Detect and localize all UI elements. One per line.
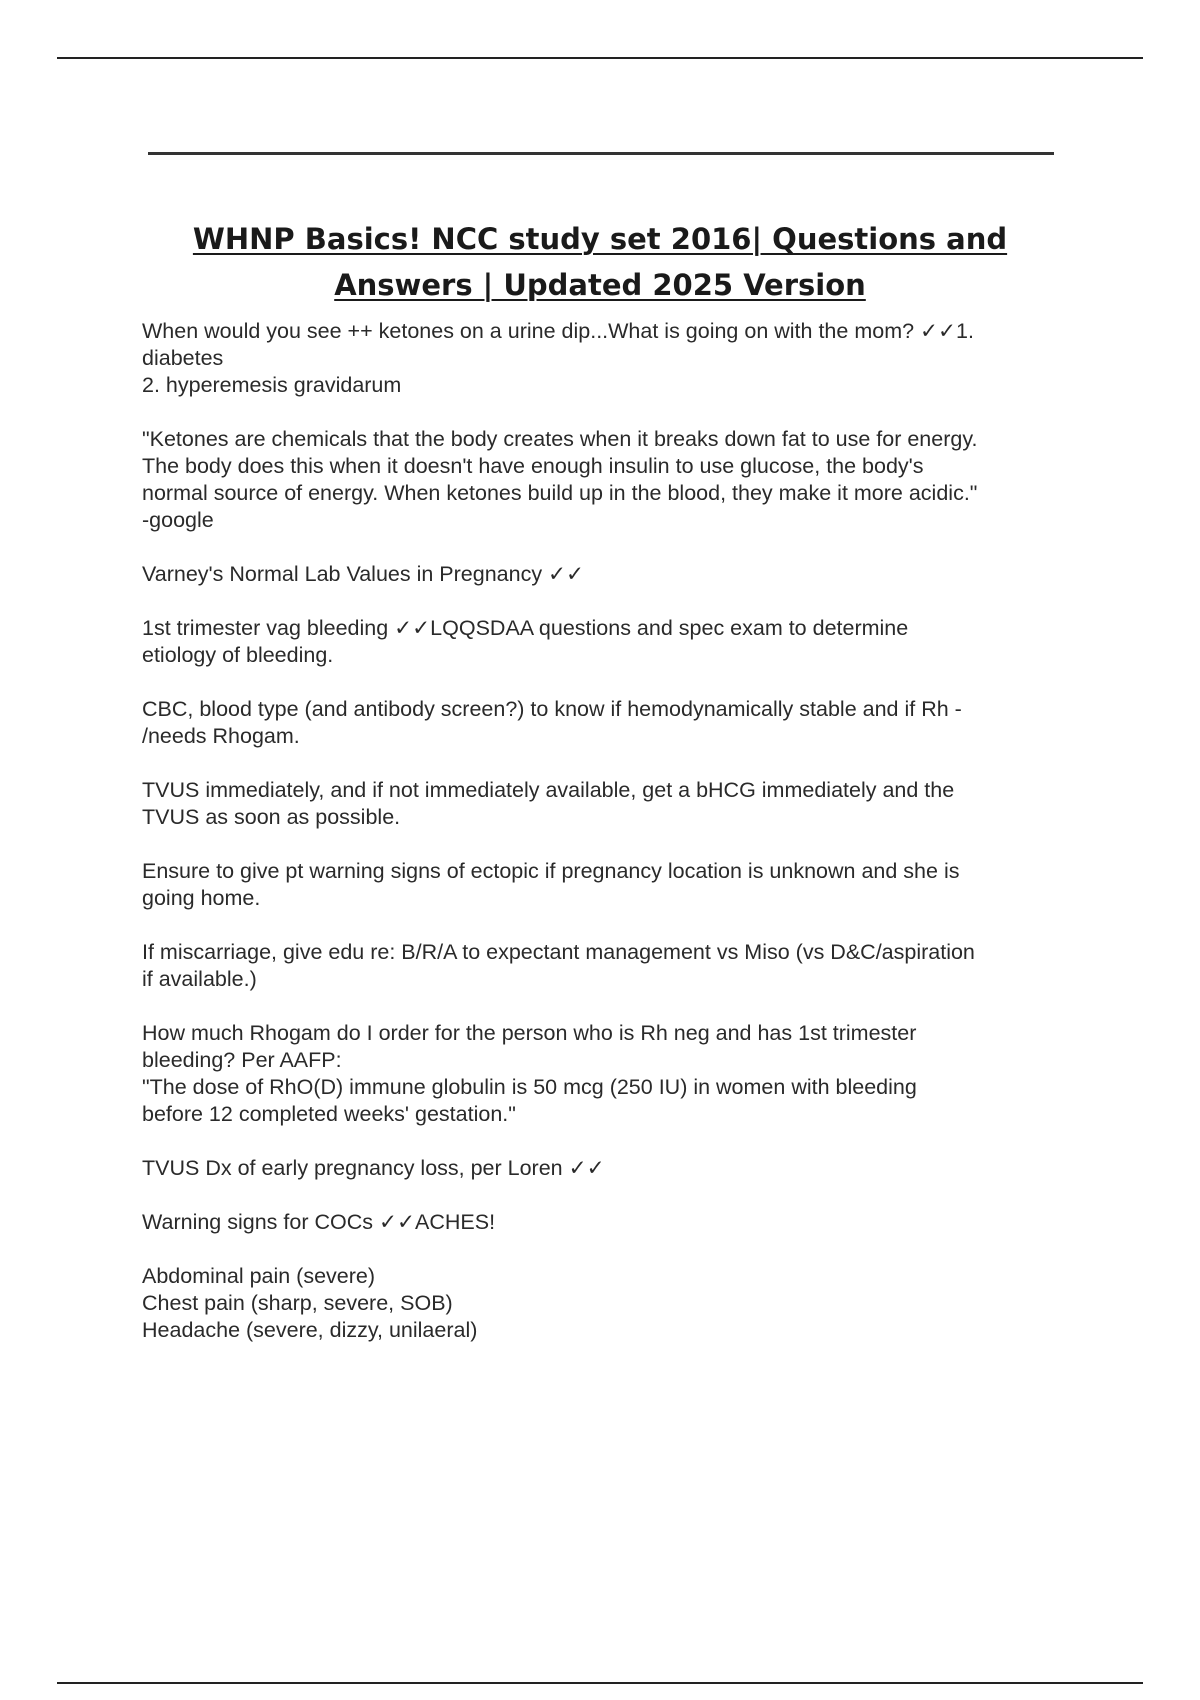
- text-line: TVUS as soon as possible.: [142, 805, 401, 829]
- text-line: Varney's Normal Lab Values in Pregnancy ✓✓: [142, 562, 585, 586]
- qa-paragraph: [142, 777, 1072, 831]
- document-header-rule: [148, 152, 1054, 155]
- qa-paragraph: [142, 939, 1072, 993]
- text-line: 1st trimester vag bleeding ✓✓LQQSDAA questions and spec exam to determine: [142, 616, 909, 640]
- qa-paragraph: [142, 615, 1072, 669]
- text-line: bleeding? Per AAFP:: [142, 1048, 342, 1072]
- text-line: -google: [142, 508, 214, 532]
- text-line: going home.: [142, 886, 261, 910]
- title-line-1: WHNP Basics! NCC study set 2016| Questions and: [192, 222, 1008, 256]
- qa-paragraph: [142, 1209, 1072, 1236]
- text-line: diabetes: [142, 346, 224, 370]
- qa-paragraph: [142, 1020, 1072, 1128]
- text-line: before 12 completed weeks' gestation.": [142, 1102, 516, 1126]
- text-line: How much Rhogam do I order for the person who is Rh neg and has 1st trimester: [142, 1021, 917, 1045]
- text-line: Headache (severe, dizzy, unilaeral): [142, 1318, 478, 1342]
- text-line: etiology of bleeding.: [142, 643, 334, 667]
- text-line: /needs Rhogam.: [142, 724, 300, 748]
- document-title: [130, 216, 1070, 308]
- text-line: If miscarriage, give edu re: B/R/A to expectant management vs Miso (vs D&C/aspiration: [142, 940, 975, 964]
- qa-paragraph: [142, 1263, 1072, 1344]
- qa-paragraph: [142, 426, 1072, 534]
- text-line: "The dose of RhO(D) immune globulin is 50 mcg (250 IU) in women with bleeding: [142, 1075, 917, 1099]
- document-body: [142, 318, 1072, 1371]
- page-top-rule: [57, 57, 1143, 59]
- text-line: normal source of energy. When ketones build up in the blood, they make it more acidic.": [142, 481, 978, 505]
- text-line: Abdominal pain (severe): [142, 1264, 376, 1288]
- text-line: Warning signs for COCs ✓✓ACHES!: [142, 1210, 496, 1234]
- text-line: When would you see ++ ketones on a urine dip...What is going on with the mom? ✓✓1.: [142, 319, 974, 343]
- text-line: if available.): [142, 967, 257, 991]
- qa-paragraph: [142, 561, 1072, 588]
- text-line: "Ketones are chemicals that the body creates when it breaks down fat to use for energy.: [142, 427, 978, 451]
- text-line: TVUS immediately, and if not immediately available, get a bHCG immediately and the: [142, 778, 955, 802]
- text-line: 2. hyperemesis gravidarum: [142, 373, 402, 397]
- page-bottom-rule: [57, 1682, 1143, 1684]
- text-line: CBC, blood type (and antibody screen?) to know if hemodynamically stable and if Rh -: [142, 697, 962, 721]
- text-line: Chest pain (sharp, severe, SOB): [142, 1291, 453, 1315]
- qa-paragraph: [142, 318, 1072, 399]
- text-line: TVUS Dx of early pregnancy loss, per Loren ✓✓: [142, 1156, 605, 1180]
- qa-paragraph: [142, 1155, 1072, 1182]
- text-line: The body does this when it doesn't have enough insulin to use glucose, the body's: [142, 454, 924, 478]
- qa-paragraph: [142, 858, 1072, 912]
- qa-paragraph: [142, 696, 1072, 750]
- title-line-2: Answers | Updated 2025 Version: [334, 268, 866, 302]
- text-line: Ensure to give pt warning signs of ectopic if pregnancy location is unknown and she is: [142, 859, 960, 883]
